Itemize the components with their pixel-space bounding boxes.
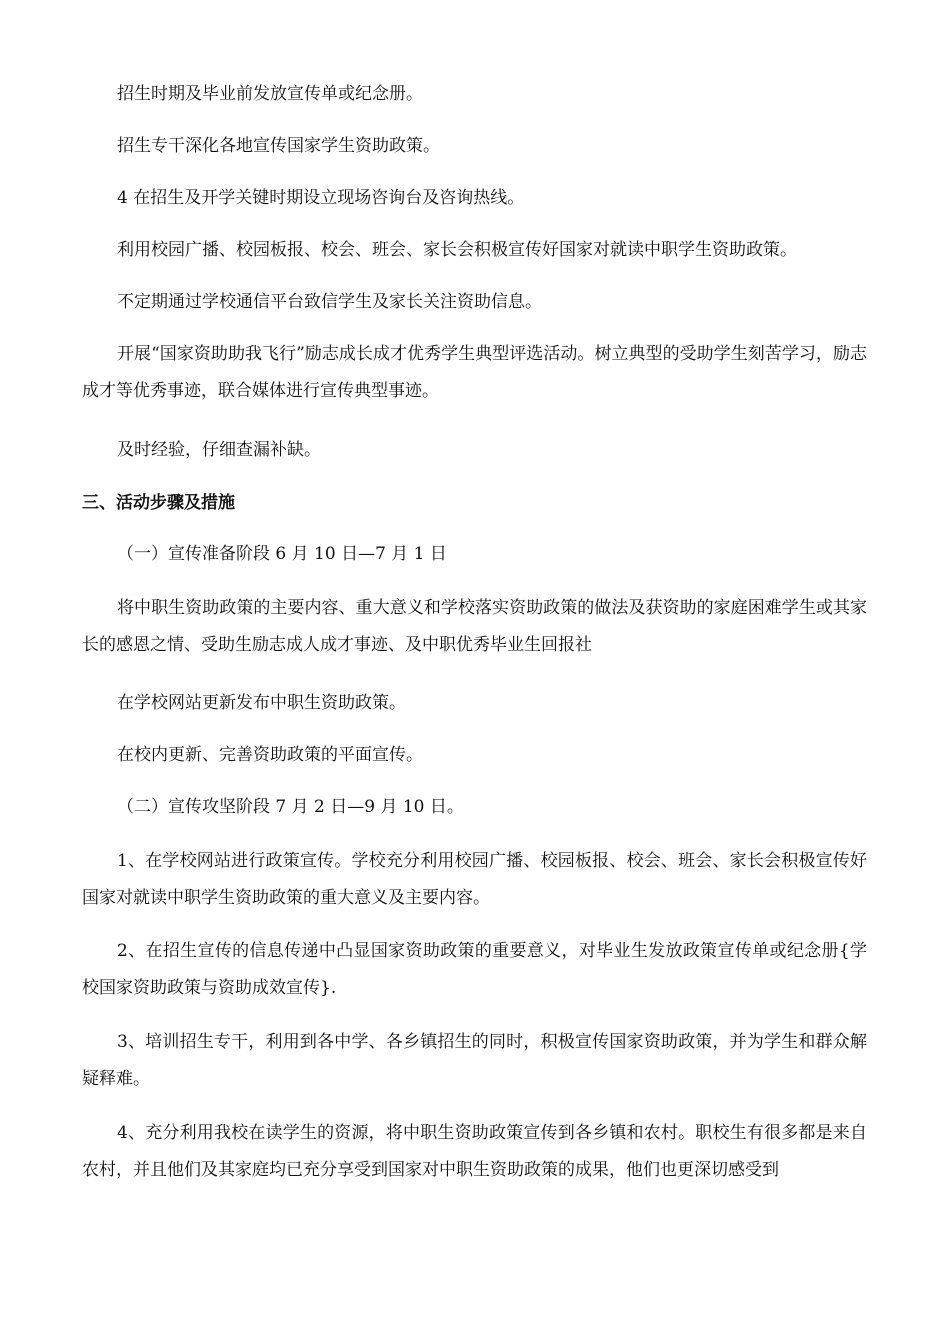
stage1-title: （一）宣传准备阶段 6 月 10 日—7 月 1 日 (117, 544, 447, 564)
paragraph-recruiter: 招生专干深化各地宣传国家学生资助政策。 (117, 136, 440, 156)
paragraph-consult-desk: 4 在招生及开学关键时期设立现场咨询台及咨询热线。 (117, 188, 525, 208)
paragraph-review: 及时经验，仔细查漏补缺。 (117, 440, 321, 460)
stage1-paragraph-flat-publicity: 在校内更新、完善资助政策的平面宣传。 (117, 745, 423, 765)
paragraph-typical-student: 开展“国家资助助我飞行”励志成长成才优秀学生典型评选活动。树立典型的受助学生刻苦学习，励志成才等优秀事迹，联合媒体进行宣传典型事迹。 (82, 344, 867, 401)
stage2-item-4: 4、充分利用我校在读学生的资源，将中职生资助政策宣传到各乡镇和农村。职校生有很多都是来自农村，并且他们及其家庭均已充分享受到国家对中职生资助政策的成果，他们也更深切感受到 (82, 1123, 867, 1180)
stage2-item-3: 3、培训招生专干，利用到各中学、各乡镇招生的同时，积极宣传国家资助政策，并为学生和群众解疑释难。 (82, 1032, 867, 1089)
stage2-title: （二）宣传攻坚阶段 7 月 2 日—9 月 10 日。 (117, 797, 464, 817)
paragraph-leaflet: 招生时期及毕业前发放宣传单或纪念册。 (117, 84, 423, 104)
paragraph-messaging: 不定期通过学校通信平台致信学生及家长关注资助信息。 (117, 292, 542, 312)
stage2-item-1: 1、在学校网站进行政策宣传。学校充分利用校园广播、校园板报、校会、班会、家长会积极宣传好国家对就读中职学生资助政策的重大意义及主要内容。 (82, 851, 867, 908)
stage1-paragraph-content: 将中职生资助政策的主要内容、重大意义和学校落实资助政策的做法及获资助的家庭困难学生或其家长的感恩之情、受助生励志成人成才事迹、及中职优秀毕业生回报社 (82, 598, 867, 655)
stage2-item-2: 2、在招生宣传的信息传递中凸显国家资助政策的重要意义，对毕业生发放政策宣传单或纪念册{学校国家资助政策与资助成效宣传}. (82, 941, 867, 998)
section-heading: 三、活动步骤及措施 (82, 493, 235, 513)
stage1-paragraph-website: 在学校网站更新发布中职生资助政策。 (117, 693, 406, 713)
paragraph-campus-broadcast: 利用校园广播、校园板报、校会、班会、家长会积极宣传好国家对就读中职学生资助政策。 (117, 240, 797, 260)
